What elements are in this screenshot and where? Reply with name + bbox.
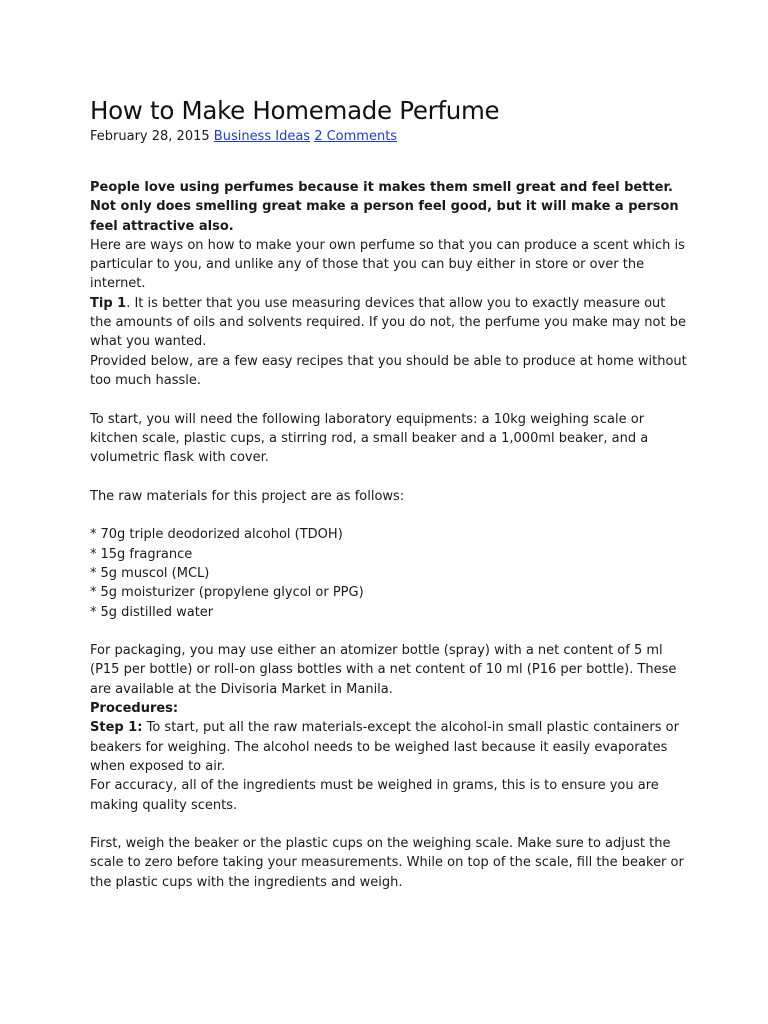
equipment-paragraph: To start, you will need the following laboratory equipments: a 10kg weighing scale or kitchen scale, plastic cups, a stirring rod, a small beaker and a 1,000ml beaker, and a volumetric flask with cover. [90,411,649,466]
recipes-paragraph: Provided below, are a few easy recipes that you should be able to produce at home without too much hassle. [90,353,687,388]
lead-paragraph: People love using perfumes because it makes them smell great and feel better. Not only does smelling great make a person feel good, but it will make a person feel attractive also. [90,180,679,234]
list-item: * 5g moisturizer (propylene glycol or PPG) [90,583,690,602]
step1-label: Step 1: [90,720,143,736]
document-page [90,94,690,892]
tip-text: . It is better that you use measuring devices that allow you to exactly measure out the amounts of oils and solvents required. If you do not, the perfume you make may not be what you wanted. [90,295,686,350]
list-item: * 5g distilled water [90,603,690,622]
procedures-label: Procedures: [90,701,179,717]
weigh-paragraph: First, weigh the beaker or the plastic cups on the weighing scale. Make sure to adjust the scale to zero before taking your measurements. While on top of the scale, fill the beaker or the plastic cups with the ingredients and weigh. [90,836,684,890]
materials-list [90,525,690,621]
article-meta [90,128,690,146]
category-link[interactable]: Business Ideas [213,129,311,144]
tip-label: Tip 1 [90,295,127,311]
step1-paragraph [90,718,690,776]
intro-paragraph: Here are ways on how to make your own perfume so that you can produce a scent which is particular to you, and unlike any of those that you can buy either in store or over the internet. [90,237,685,292]
procedures-heading [90,699,690,718]
accuracy-paragraph: For accuracy, all of the ingredients must be weighed in grams, this is to ensure you are making quality scents. [90,778,659,813]
article-title: How to Make Homemade Perfume [90,96,500,125]
list-item: * 5g muscol (MCL) [90,564,690,583]
comments-link[interactable]: 2 Comments [314,129,398,144]
list-item: * 70g triple deodorized alcohol (TDOH) [90,525,690,544]
list-item: * 15g fragrance [90,545,690,564]
materials-intro: The raw materials for this project are as follows: [90,488,405,504]
article-date: February 28, 2015 [90,129,210,144]
tip-paragraph [90,294,690,352]
article-body [90,178,690,892]
step1-text: To start, put all the raw materials-except the alcohol-in small plastic containers or beakers for weighing. The alcohol needs to be weighed last because it easily evaporates when exposed to air. [90,720,679,774]
packaging-paragraph: For packaging, you may use either an atomizer bottle (spray) with a net content of 5 ml (P15 per bottle) or roll-on glass bottles with a net content of 10 ml (P16 per bottle). These are available at the Divisoria Market in Manila. [90,643,677,697]
